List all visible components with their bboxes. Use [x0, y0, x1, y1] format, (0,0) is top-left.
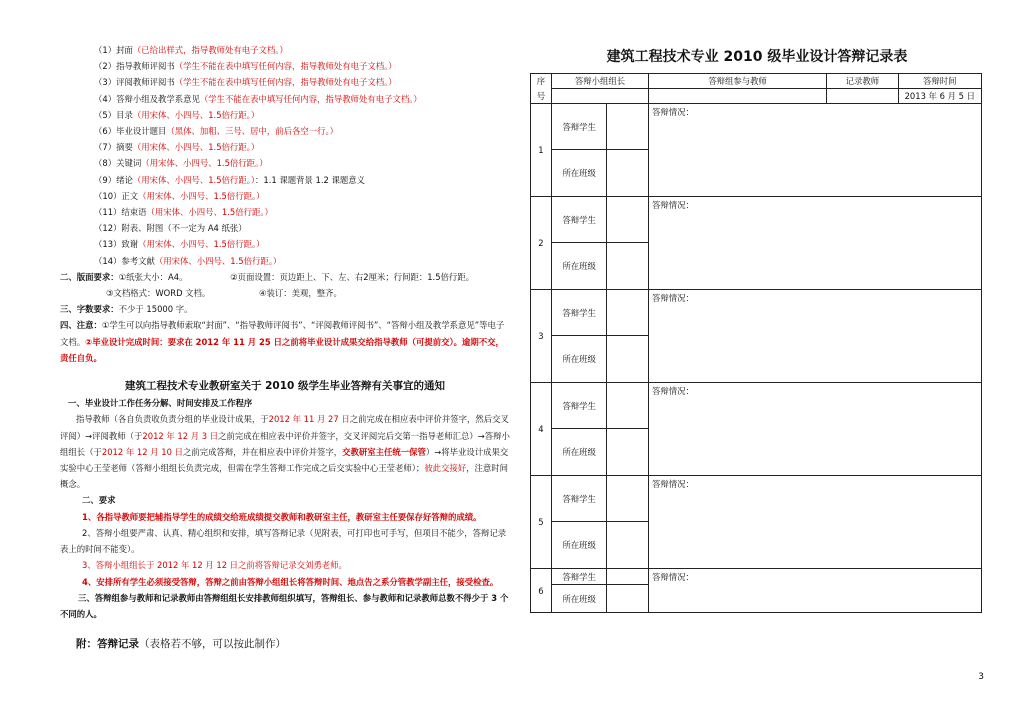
item-number: （9） [94, 174, 117, 185]
class-label: 所在班级 [551, 150, 607, 197]
item-text: 摘要 [116, 142, 133, 153]
situation-cell[interactable]: 答辩情况： [649, 569, 982, 613]
defense-date: 2013 年 6 月 5 日 [898, 89, 981, 104]
date: 2012 年 12 月 10 日 [101, 446, 183, 457]
requirement-4: 4、安排所有学生必须接受答辩，答辩之前由答辩小组组长将答辩时间、地点告之系分管教学副主任，接受检查。 [82, 576, 499, 587]
item-number: （13） [94, 239, 122, 250]
class-name-cell[interactable] [607, 336, 649, 383]
notice-section-2-title: 二、要求 [82, 495, 116, 506]
seq-header-2: 号 [531, 89, 552, 104]
item-format-note: （黑体、加粗、三号、居中，前后各空一行。） [166, 126, 339, 137]
item-format-note: （学生不能在表中填写任何内容，指导教师处有电子文档。） [174, 77, 397, 88]
notice-section-1-body [60, 411, 510, 492]
student-name-cell[interactable] [607, 290, 649, 336]
leader-header: 答辩小组组长 [551, 74, 648, 89]
content-item [60, 107, 510, 123]
item-text: 答辩小组及教学系意见 [116, 93, 200, 104]
item-format-note: （用宋体、小四号、1.5倍行距。） [132, 142, 260, 153]
item-number: （8） [94, 158, 117, 169]
section-label: 三、字数要求： [60, 304, 119, 315]
req-text: ②页面设置：页边距上、下、左、右2厘米；行间距：1.5倍行距。 [230, 271, 475, 282]
notice-section-3: 三、答辩组参与教师和记录教师由答辩组组长安排教师组织填写，答辩组长、参与教师和记录教师总数不得少于 3 个不同的人。 [60, 592, 509, 619]
date: 2012 年 12 月 3 日 [142, 430, 219, 441]
date: 2012 年 11 月 27 日 [268, 414, 350, 425]
text: 之前完成答辩，并在相应表中评价并签字， [182, 446, 343, 457]
student-name-cell[interactable] [607, 383, 649, 429]
page-number: 3 [978, 672, 984, 682]
item-text: 致谢 [121, 239, 139, 250]
situation-cell[interactable]: 答辩情况： [649, 290, 982, 383]
req-text: 不少于 15000 字。 [118, 304, 193, 315]
student-name-cell[interactable] [607, 569, 649, 585]
word-count-requirement [60, 301, 510, 317]
notice-title: 建筑工程技术专业教研室关于 2010 级学生毕业答辩有关事宜的通知 [124, 380, 446, 393]
text: 之前完成在相应表中评价并签字，交叉评阅完后交第一指导老师汇总）→答辩小组组长（于 [60, 430, 510, 457]
content-item [60, 58, 510, 74]
item-text: 绪论 [116, 174, 133, 185]
row-number: 6 [531, 569, 552, 613]
record-table-title: 建筑工程技术专业 2010 级毕业设计答辩记录表 [606, 49, 908, 65]
record-row [531, 290, 982, 336]
item-text: 评阅教师评阅书 [116, 77, 175, 88]
row-number: 1 [531, 104, 552, 197]
text: ，注意时间概念。 [60, 463, 509, 490]
seq-header: 序 [531, 74, 552, 89]
content-item [60, 220, 510, 236]
header-row [531, 74, 982, 89]
item-text: 正文 [121, 190, 139, 201]
item-number: （7） [94, 142, 117, 153]
content-item [60, 188, 510, 204]
item-format-note: （用宋体、小四号、1.5倍行距。） [132, 109, 260, 120]
requirement-2: 2、答辩小组要严肃、认真、精心组织和安排，填写答辩记录（见附表，可打印也可手写，但项目不能少，答辩记录表上的时间不能变）。 [60, 527, 507, 555]
item-text: 附表、附图（不一定为 A4 纸张） [121, 223, 247, 234]
situation-cell[interactable]: 答辩情况： [649, 383, 982, 476]
notice-section-1-title: 一、毕业设计工作任务分解、时间安排及工作程序 [68, 398, 253, 409]
item-text: 目录 [116, 109, 133, 120]
row-number: 2 [531, 197, 552, 290]
text: 指导教师（各自负责收负责分组的毕业设计成果，于 [76, 414, 269, 425]
item-number: （5） [94, 109, 117, 120]
item-number: （4） [94, 93, 117, 104]
item-extra: ：1.1 课题背景 1.2 课题意义 [255, 174, 366, 185]
instructions-column [60, 42, 510, 652]
content-item [60, 74, 510, 90]
header-row-2 [531, 89, 982, 104]
item-number: （6） [94, 126, 117, 137]
class-name-cell[interactable] [607, 243, 649, 290]
text: 之前完成在相应表中评价并签字，然后交叉评阅）→评阅教师（于 [60, 414, 509, 441]
class-name-cell[interactable] [607, 150, 649, 197]
class-label: 所在班级 [551, 585, 607, 613]
layout-requirements-2 [60, 285, 510, 301]
record-row [531, 197, 982, 243]
layout-requirements [60, 269, 510, 285]
appendix-note [60, 636, 510, 652]
row-number: 5 [531, 476, 552, 569]
members-header: 答辩组参与教师 [649, 74, 827, 89]
record-row [531, 104, 982, 150]
item-number: （3） [94, 77, 117, 88]
item-text: 毕业设计题目 [116, 126, 167, 137]
class-label: 所在班级 [551, 243, 607, 290]
item-text: 指导教师评阅书 [116, 61, 175, 72]
req-text: ④装订：美观，整齐。 [258, 288, 342, 299]
class-label: 所在班级 [551, 336, 607, 383]
highlight: 交教研室主任统一保管 [342, 446, 426, 457]
student-label: 答辩学生 [551, 476, 607, 522]
req-text: ③文档格式：WORD 文档。 [106, 288, 211, 299]
item-format-note: （用宋体、小四号、1.5倍行距。） [154, 255, 282, 266]
student-label: 答辩学生 [551, 197, 607, 243]
student-name-cell[interactable] [607, 476, 649, 522]
student-name-cell[interactable] [607, 104, 649, 150]
requirement-1: 1、各指导教师要把辅指导学生的成绩交给班成绩提交教师和教研室主任，教研室主任要保存好答辩的成绩。 [82, 511, 482, 522]
item-format-note: （学生不能在表中填写任何内容，指导教师处有电子文档。） [174, 61, 397, 72]
content-item [60, 123, 510, 139]
class-name-cell[interactable] [607, 429, 649, 476]
student-name-cell[interactable] [607, 197, 649, 243]
row-number: 4 [531, 383, 552, 476]
row-number: 3 [531, 290, 552, 383]
item-format-note: （学生不能在表中填写任何内容，指导教师处有电子文档。） [199, 93, 422, 104]
content-items-list [60, 42, 510, 269]
note-text: ①学生可以向指导教师索取“封面”、“指导教师评阅书”、“评阅教师评阅书”、“答辩小组及教学系意见”等电子文档。 [60, 320, 505, 347]
item-text: 关键词 [116, 158, 142, 169]
item-number: （11） [94, 207, 122, 218]
text: ）→将毕业设计成果交实验中心王莹老师（答辩小组组长负责完成，但需在学生答辩工作完成之后交实验中心王莹老师）； [60, 446, 509, 474]
content-item [60, 91, 510, 107]
appendix-hint: （表格若不够，可以按此制作） [139, 638, 286, 651]
recorder-header: 记录教师 [827, 74, 898, 89]
class-name-cell[interactable] [607, 585, 649, 613]
content-item [60, 42, 510, 58]
content-item [60, 139, 510, 155]
situation-cell[interactable]: 答辩情况： [649, 197, 982, 290]
student-label: 答辩学生 [551, 104, 607, 150]
student-label: 答辩学生 [551, 569, 607, 585]
req-text: ①纸张大小：A4。 [118, 271, 188, 282]
item-number: （1） [94, 45, 117, 55]
section-label: 二、版面要求： [60, 271, 119, 282]
deadline-note: ②毕业设计完成时间：要求在 2012 年 11 月 25 日之前将毕业设计成果交给指导教师（可提前交）。逾期不交，责任自负。 [60, 336, 504, 363]
appendix-label: 附：答辩记录 [76, 638, 139, 651]
item-format-note: （用宋体、小四号、1.5倍行距。） [146, 207, 273, 218]
time-header: 答辩时间 [898, 74, 981, 89]
item-number: （2） [94, 61, 117, 72]
content-item [60, 236, 510, 252]
item-number: （10） [94, 190, 122, 201]
content-item [60, 172, 510, 188]
attention-note [60, 317, 510, 366]
defense-record-table [530, 73, 982, 613]
recorder-cell[interactable] [827, 89, 898, 104]
item-format-note: （已给出样式，指导教师处有电子文档。） [132, 45, 288, 55]
item-text: 封面 [116, 45, 133, 55]
item-format-note: （用宋体、小四号、1.5倍行距。） [138, 239, 265, 250]
content-item [60, 155, 510, 171]
class-label: 所在班级 [551, 429, 607, 476]
student-label: 答辩学生 [551, 290, 607, 336]
leader-cell[interactable] [551, 89, 648, 104]
record-row [531, 383, 982, 429]
class-label: 所在班级 [551, 522, 607, 569]
item-format-note: （用宋体、小四号、1.5倍行距。） [141, 158, 268, 169]
requirement-3: 3、答辩小组组长于 2012 年 12 月 12 日之前将答辩记录交刘勇老师。 [82, 560, 347, 571]
highlight: 彼此交接好 [424, 463, 467, 474]
item-text: 结束语 [121, 207, 147, 218]
class-name-cell[interactable] [607, 522, 649, 569]
content-item [60, 204, 510, 220]
situation-cell[interactable]: 答辩情况： [649, 476, 982, 569]
record-row [531, 569, 982, 585]
section-label: 四、注意： [60, 320, 102, 331]
item-format-note: （用宋体、小四号、1.5倍行距。） [138, 190, 265, 201]
item-number: （12） [94, 223, 122, 234]
item-number: （14） [94, 255, 122, 266]
student-label: 答辩学生 [551, 383, 607, 429]
situation-cell[interactable]: 答辩情况： [649, 104, 982, 197]
record-row [531, 476, 982, 522]
item-format-note: （用宋体、小四号、1.5倍行距。） [132, 174, 256, 185]
item-text: 参考文献 [121, 255, 155, 266]
content-item [60, 253, 510, 269]
members-cell[interactable] [649, 89, 827, 104]
